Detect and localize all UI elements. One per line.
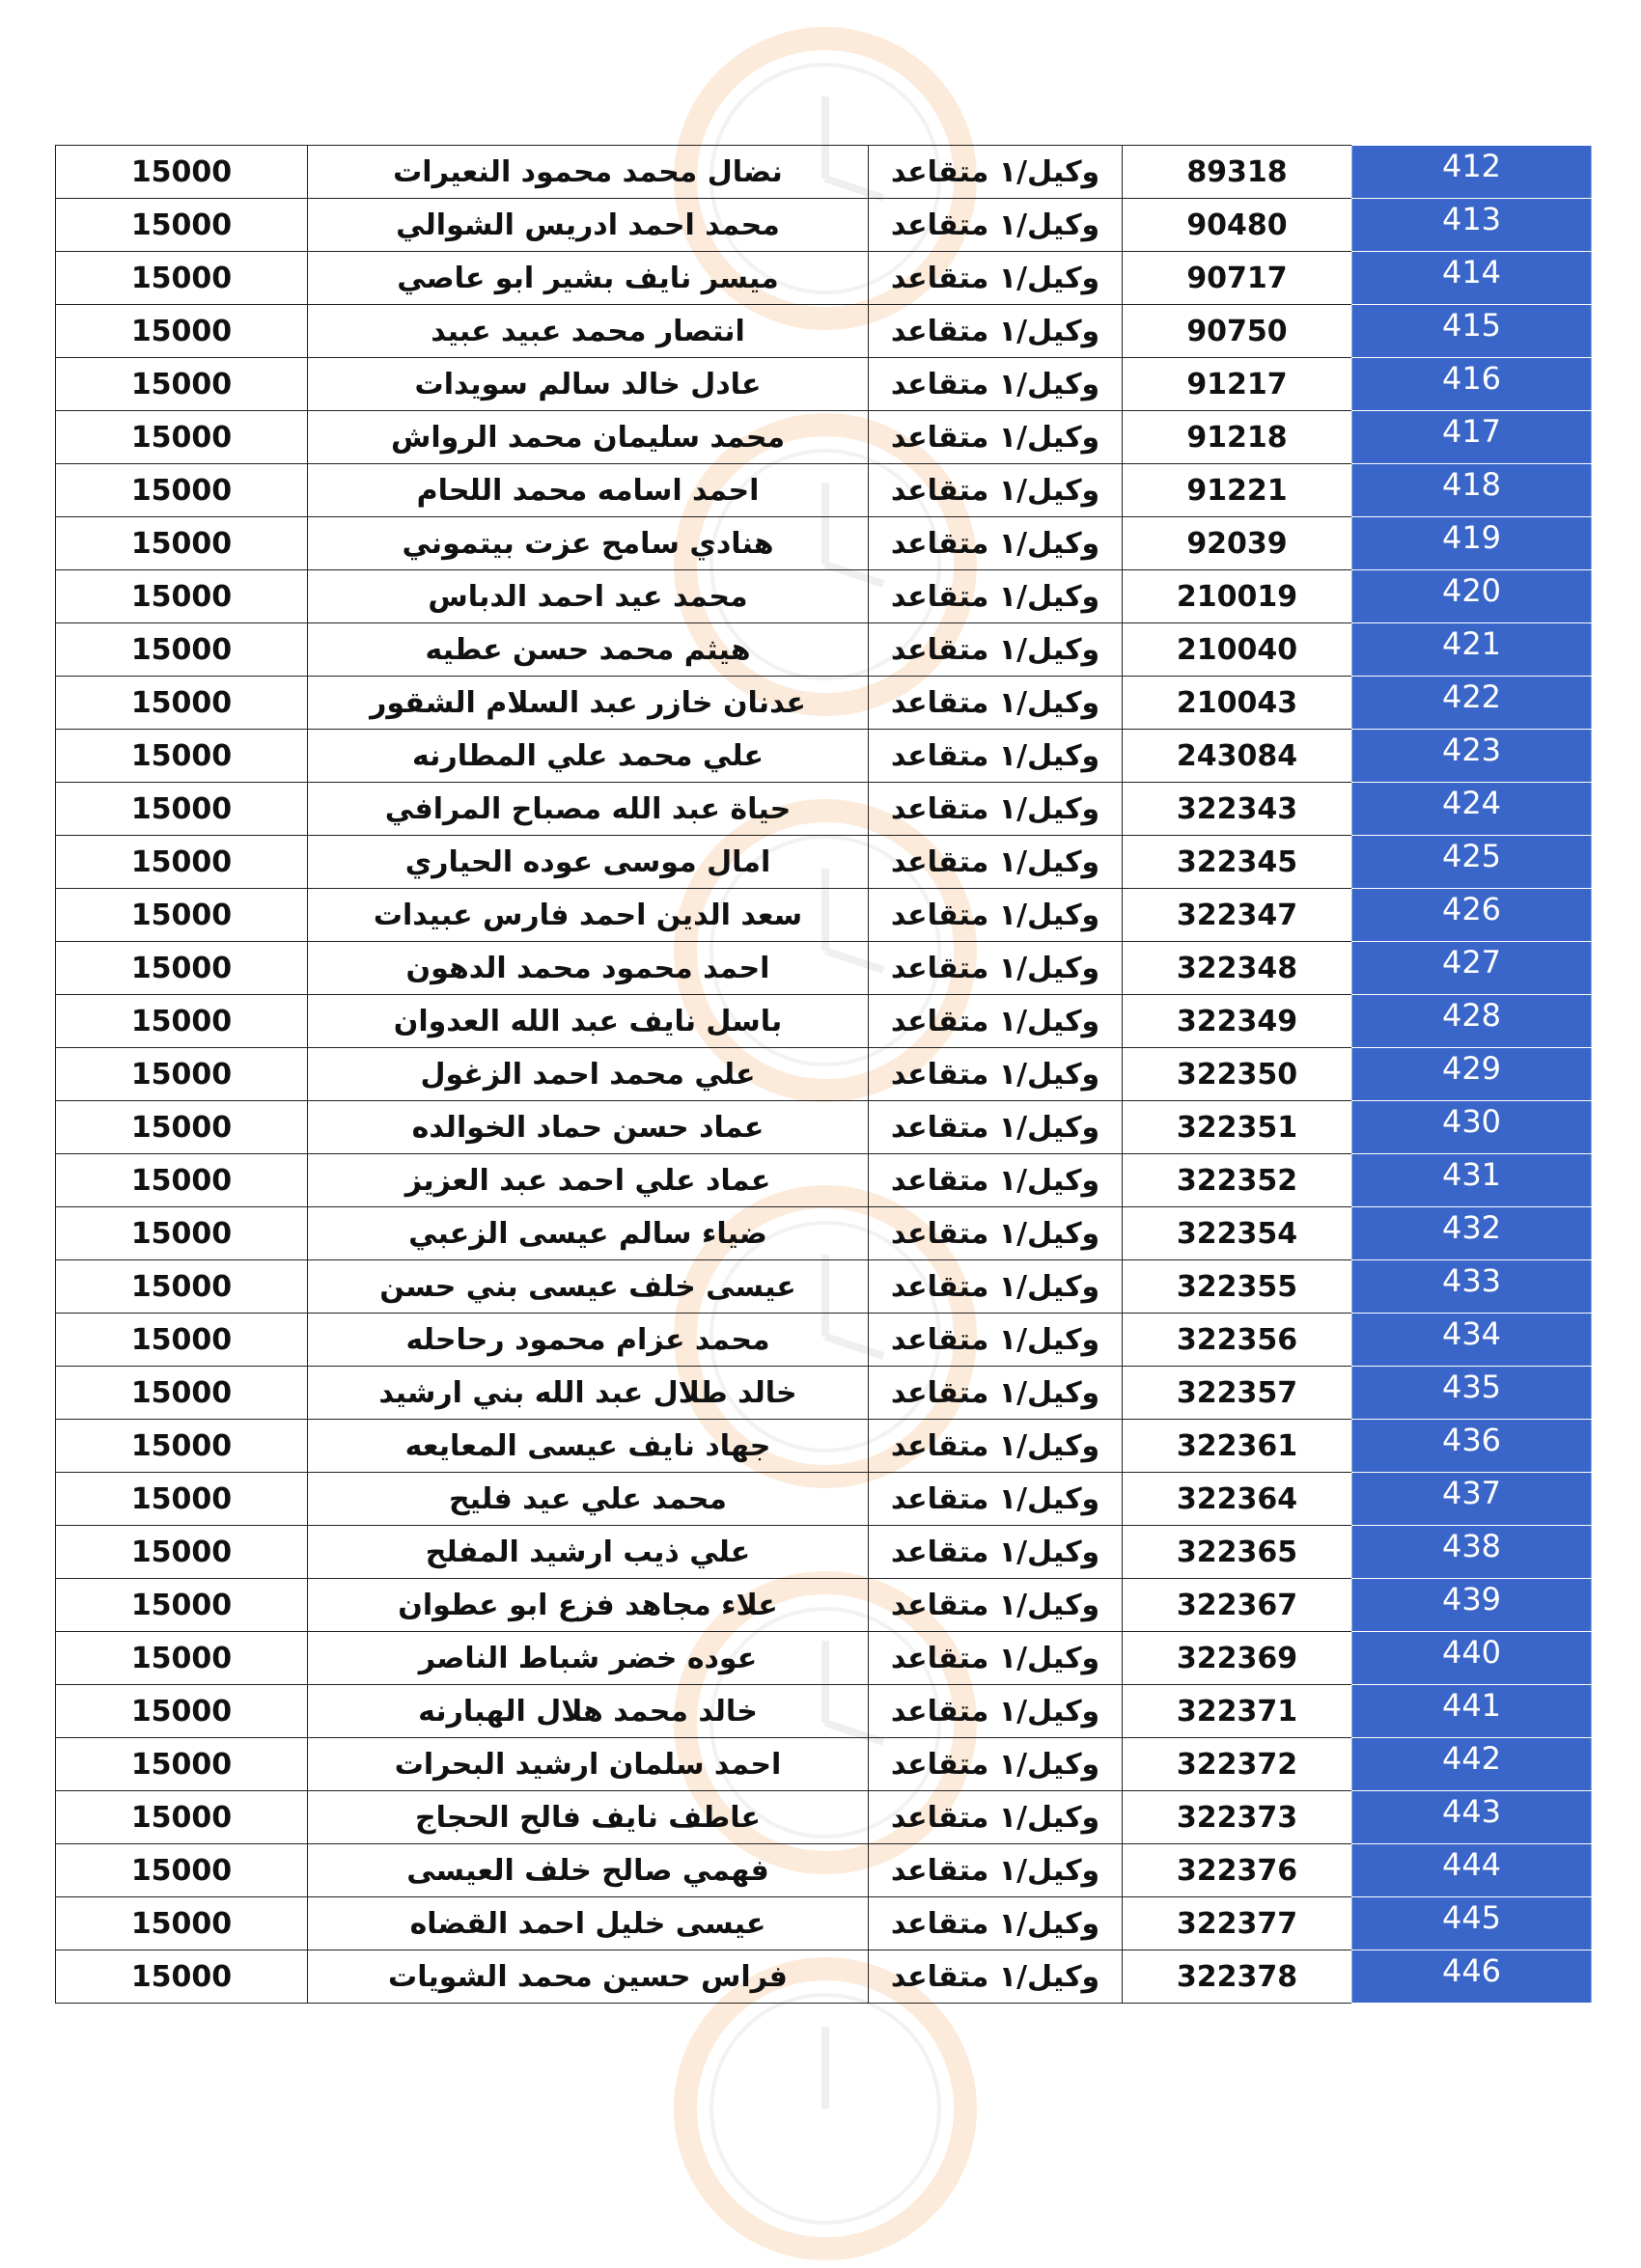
amount-cell: 15000 — [56, 1367, 308, 1420]
amount-cell: 15000 — [56, 411, 308, 464]
table-row — [56, 677, 1592, 730]
amount-cell: 15000 — [56, 1844, 308, 1897]
table-row — [56, 1844, 1592, 1897]
amount-cell: 15000 — [56, 199, 308, 252]
table-row — [56, 1048, 1592, 1101]
table-row — [56, 623, 1592, 677]
military-id-cell: 322376 — [1123, 1844, 1352, 1897]
row-number-cell: 441 — [1352, 1685, 1592, 1738]
full-name-cell: انتصار محمد عبيد عبيد — [308, 305, 869, 358]
military-id-cell: 322356 — [1123, 1314, 1352, 1367]
full-name-cell: محمد عيد احمد الدباس — [308, 570, 869, 623]
military-id-cell: 322350 — [1123, 1048, 1352, 1101]
military-id-cell: 210040 — [1123, 623, 1352, 677]
full-name-cell: علاء مجاهد فزع ابو عطوان — [308, 1579, 869, 1632]
military-id-cell: 322347 — [1123, 889, 1352, 942]
rank-cell: وكيل/١ متقاعد — [869, 464, 1123, 517]
full-name-cell: باسل نايف عبد الله العدوان — [308, 995, 869, 1048]
table-row — [56, 146, 1592, 199]
row-number-cell: 421 — [1352, 623, 1592, 677]
row-number-cell: 442 — [1352, 1738, 1592, 1791]
row-number-cell: 425 — [1352, 836, 1592, 889]
amount-cell: 15000 — [56, 623, 308, 677]
rank-cell: وكيل/١ متقاعد — [869, 1950, 1123, 2004]
row-number-cell: 443 — [1352, 1791, 1592, 1844]
table-row — [56, 1897, 1592, 1950]
military-id-cell: 322343 — [1123, 783, 1352, 836]
row-number-cell: 417 — [1352, 411, 1592, 464]
beneficiaries-table — [55, 145, 1592, 2004]
rank-cell: وكيل/١ متقاعد — [869, 146, 1123, 199]
full-name-cell: عوده خضر شباط الناصر — [308, 1632, 869, 1685]
table-row — [56, 1101, 1592, 1154]
rank-cell: وكيل/١ متقاعد — [869, 411, 1123, 464]
table-row — [56, 1950, 1592, 2004]
rank-cell: وكيل/١ متقاعد — [869, 1154, 1123, 1207]
full-name-cell: احمد سلمان ارشيد البحرات — [308, 1738, 869, 1791]
amount-cell: 15000 — [56, 517, 308, 570]
row-number-cell: 428 — [1352, 995, 1592, 1048]
military-id-cell: 90717 — [1123, 252, 1352, 305]
table-row — [56, 358, 1592, 411]
rank-cell: وكيل/١ متقاعد — [869, 199, 1123, 252]
table-row — [56, 517, 1592, 570]
full-name-cell: محمد عزام محمود رحاحله — [308, 1314, 869, 1367]
row-number-cell: 439 — [1352, 1579, 1592, 1632]
full-name-cell: هيثم محمد حسن عطيه — [308, 623, 869, 677]
amount-cell: 15000 — [56, 1260, 308, 1314]
row-number-cell: 420 — [1352, 570, 1592, 623]
amount-cell: 15000 — [56, 730, 308, 783]
military-id-cell: 91217 — [1123, 358, 1352, 411]
row-number-cell: 413 — [1352, 199, 1592, 252]
row-number-cell: 434 — [1352, 1314, 1592, 1367]
military-id-cell: 90480 — [1123, 199, 1352, 252]
row-number-cell: 438 — [1352, 1526, 1592, 1579]
full-name-cell: سعد الدين احمد فارس عبيدات — [308, 889, 869, 942]
amount-cell: 15000 — [56, 1420, 308, 1473]
table-row — [56, 1260, 1592, 1314]
amount-cell: 15000 — [56, 889, 308, 942]
amount-cell: 15000 — [56, 1526, 308, 1579]
military-id-cell: 91221 — [1123, 464, 1352, 517]
full-name-cell: خالد محمد هلال الهبارنه — [308, 1685, 869, 1738]
table-row — [56, 1579, 1592, 1632]
military-id-cell: 210043 — [1123, 677, 1352, 730]
full-name-cell: عيسى خليل احمد القضاه — [308, 1897, 869, 1950]
full-name-cell: محمد احمد ادريس الشوالي — [308, 199, 869, 252]
military-id-cell: 92039 — [1123, 517, 1352, 570]
rank-cell: وكيل/١ متقاعد — [869, 730, 1123, 783]
table-row — [56, 1685, 1592, 1738]
row-number-cell: 446 — [1352, 1950, 1592, 2004]
rank-cell: وكيل/١ متقاعد — [869, 1844, 1123, 1897]
full-name-cell: عدنان خازر عبد السلام الشقور — [308, 677, 869, 730]
table-row — [56, 464, 1592, 517]
amount-cell: 15000 — [56, 1154, 308, 1207]
military-id-cell: 322345 — [1123, 836, 1352, 889]
military-id-cell: 243084 — [1123, 730, 1352, 783]
rank-cell: وكيل/١ متقاعد — [869, 1367, 1123, 1420]
full-name-cell: فراس حسين محمد الشويات — [308, 1950, 869, 2004]
military-id-cell: 89318 — [1123, 146, 1352, 199]
full-name-cell: ضياء سالم عيسى الزعبي — [308, 1207, 869, 1260]
row-number-cell: 430 — [1352, 1101, 1592, 1154]
military-id-cell: 322377 — [1123, 1897, 1352, 1950]
table-row — [56, 411, 1592, 464]
rank-cell: وكيل/١ متقاعد — [869, 517, 1123, 570]
full-name-cell: امال موسى عوده الحياري — [308, 836, 869, 889]
table-row — [56, 1154, 1592, 1207]
amount-cell: 15000 — [56, 146, 308, 199]
military-id-cell: 322373 — [1123, 1791, 1352, 1844]
amount-cell: 15000 — [56, 1579, 308, 1632]
rank-cell: وكيل/١ متقاعد — [869, 623, 1123, 677]
rank-cell: وكيل/١ متقاعد — [869, 1207, 1123, 1260]
row-number-cell: 437 — [1352, 1473, 1592, 1526]
military-id-cell: 210019 — [1123, 570, 1352, 623]
row-number-cell: 426 — [1352, 889, 1592, 942]
full-name-cell: احمد محمود محمد الدهون — [308, 942, 869, 995]
full-name-cell: عيسى خلف عيسى بني حسن — [308, 1260, 869, 1314]
row-number-cell: 440 — [1352, 1632, 1592, 1685]
full-name-cell: نضال محمد محمود النعيرات — [308, 146, 869, 199]
full-name-cell: فهمي صالح خلف العيسى — [308, 1844, 869, 1897]
table-row — [56, 889, 1592, 942]
amount-cell: 15000 — [56, 1632, 308, 1685]
row-number-cell: 415 — [1352, 305, 1592, 358]
full-name-cell: علي محمد علي المطارنه — [308, 730, 869, 783]
rank-cell: وكيل/١ متقاعد — [869, 995, 1123, 1048]
rank-cell: وكيل/١ متقاعد — [869, 1632, 1123, 1685]
amount-cell: 15000 — [56, 358, 308, 411]
amount-cell: 15000 — [56, 305, 308, 358]
table-row — [56, 783, 1592, 836]
table-row — [56, 730, 1592, 783]
full-name-cell: ميسر نايف بشير ابو عاصي — [308, 252, 869, 305]
military-id-cell: 322361 — [1123, 1420, 1352, 1473]
row-number-cell: 431 — [1352, 1154, 1592, 1207]
row-number-cell: 414 — [1352, 252, 1592, 305]
amount-cell: 15000 — [56, 1685, 308, 1738]
military-id-cell: 322372 — [1123, 1738, 1352, 1791]
row-number-cell: 436 — [1352, 1420, 1592, 1473]
rank-cell: وكيل/١ متقاعد — [869, 1897, 1123, 1950]
amount-cell: 15000 — [56, 252, 308, 305]
full-name-cell: جهاد نايف عيسى المعايعه — [308, 1420, 869, 1473]
full-name-cell: هنادي سامح عزت بيتموني — [308, 517, 869, 570]
table-row — [56, 1526, 1592, 1579]
rank-cell: وكيل/١ متقاعد — [869, 1048, 1123, 1101]
amount-cell: 15000 — [56, 677, 308, 730]
military-id-cell: 322349 — [1123, 995, 1352, 1048]
amount-cell: 15000 — [56, 464, 308, 517]
table-row — [56, 570, 1592, 623]
amount-cell: 15000 — [56, 1473, 308, 1526]
row-number-cell: 424 — [1352, 783, 1592, 836]
amount-cell: 15000 — [56, 1314, 308, 1367]
full-name-cell: محمد علي عيد فليح — [308, 1473, 869, 1526]
table-body — [56, 146, 1592, 2004]
military-id-cell: 322352 — [1123, 1154, 1352, 1207]
amount-cell: 15000 — [56, 1048, 308, 1101]
military-id-cell: 322354 — [1123, 1207, 1352, 1260]
row-number-cell: 416 — [1352, 358, 1592, 411]
amount-cell: 15000 — [56, 1101, 308, 1154]
military-id-cell: 322378 — [1123, 1950, 1352, 2004]
table-row — [56, 252, 1592, 305]
rank-cell: وكيل/١ متقاعد — [869, 1314, 1123, 1367]
rank-cell: وكيل/١ متقاعد — [869, 677, 1123, 730]
rank-cell: وكيل/١ متقاعد — [869, 1101, 1123, 1154]
table-row — [56, 1473, 1592, 1526]
table-row — [56, 1367, 1592, 1420]
military-id-cell: 322351 — [1123, 1101, 1352, 1154]
military-id-cell: 322357 — [1123, 1367, 1352, 1420]
row-number-cell: 433 — [1352, 1260, 1592, 1314]
row-number-cell: 412 — [1352, 146, 1592, 199]
military-id-cell: 91218 — [1123, 411, 1352, 464]
amount-cell: 15000 — [56, 1950, 308, 2004]
table-row — [56, 995, 1592, 1048]
full-name-cell: عادل خالد سالم سويدات — [308, 358, 869, 411]
row-number-cell: 445 — [1352, 1897, 1592, 1950]
table-row — [56, 942, 1592, 995]
rank-cell: وكيل/١ متقاعد — [869, 252, 1123, 305]
amount-cell: 15000 — [56, 1897, 308, 1950]
table-row — [56, 1738, 1592, 1791]
full-name-cell: احمد اسامه محمد اللحام — [308, 464, 869, 517]
table-row — [56, 1420, 1592, 1473]
full-name-cell: عماد علي احمد عبد العزيز — [308, 1154, 869, 1207]
full-name-cell: عاطف نايف فالح الحجاج — [308, 1791, 869, 1844]
amount-cell: 15000 — [56, 995, 308, 1048]
amount-cell: 15000 — [56, 1738, 308, 1791]
military-id-cell: 322369 — [1123, 1632, 1352, 1685]
table-row — [56, 1791, 1592, 1844]
rank-cell: وكيل/١ متقاعد — [869, 1685, 1123, 1738]
rank-cell: وكيل/١ متقاعد — [869, 305, 1123, 358]
full-name-cell: عماد حسن حماد الخوالده — [308, 1101, 869, 1154]
rank-cell: وكيل/١ متقاعد — [869, 1420, 1123, 1473]
table-row — [56, 1207, 1592, 1260]
row-number-cell: 444 — [1352, 1844, 1592, 1897]
table-row — [56, 836, 1592, 889]
rank-cell: وكيل/١ متقاعد — [869, 570, 1123, 623]
rank-cell: وكيل/١ متقاعد — [869, 942, 1123, 995]
row-number-cell: 423 — [1352, 730, 1592, 783]
rank-cell: وكيل/١ متقاعد — [869, 1579, 1123, 1632]
military-id-cell: 90750 — [1123, 305, 1352, 358]
row-number-cell: 432 — [1352, 1207, 1592, 1260]
row-number-cell: 419 — [1352, 517, 1592, 570]
rank-cell: وكيل/١ متقاعد — [869, 1260, 1123, 1314]
rank-cell: وكيل/١ متقاعد — [869, 1526, 1123, 1579]
row-number-cell: 427 — [1352, 942, 1592, 995]
military-id-cell: 322364 — [1123, 1473, 1352, 1526]
rank-cell: وكيل/١ متقاعد — [869, 889, 1123, 942]
row-number-cell: 429 — [1352, 1048, 1592, 1101]
table-row — [56, 1632, 1592, 1685]
rank-cell: وكيل/١ متقاعد — [869, 783, 1123, 836]
table-row — [56, 199, 1592, 252]
rank-cell: وكيل/١ متقاعد — [869, 1473, 1123, 1526]
rank-cell: وكيل/١ متقاعد — [869, 836, 1123, 889]
rank-cell: وكيل/١ متقاعد — [869, 1738, 1123, 1791]
military-id-cell: 322355 — [1123, 1260, 1352, 1314]
row-number-cell: 435 — [1352, 1367, 1592, 1420]
amount-cell: 15000 — [56, 570, 308, 623]
full-name-cell: علي محمد احمد الزغول — [308, 1048, 869, 1101]
full-name-cell: خالد طلال عبد الله بني ارشيد — [308, 1367, 869, 1420]
row-number-cell: 422 — [1352, 677, 1592, 730]
military-id-cell: 322367 — [1123, 1579, 1352, 1632]
row-number-cell: 418 — [1352, 464, 1592, 517]
amount-cell: 15000 — [56, 942, 308, 995]
amount-cell: 15000 — [56, 836, 308, 889]
full-name-cell: حياة عبد الله مصباح المرافي — [308, 783, 869, 836]
rank-cell: وكيل/١ متقاعد — [869, 1791, 1123, 1844]
military-id-cell: 322365 — [1123, 1526, 1352, 1579]
amount-cell: 15000 — [56, 1791, 308, 1844]
amount-cell: 15000 — [56, 1207, 308, 1260]
military-id-cell: 322348 — [1123, 942, 1352, 995]
military-id-cell: 322371 — [1123, 1685, 1352, 1738]
amount-cell: 15000 — [56, 783, 308, 836]
table-row — [56, 1314, 1592, 1367]
full-name-cell: محمد سليمان محمد الرواش — [308, 411, 869, 464]
full-name-cell: علي ذيب ارشيد المفلح — [308, 1526, 869, 1579]
table-row — [56, 305, 1592, 358]
rank-cell: وكيل/١ متقاعد — [869, 358, 1123, 411]
